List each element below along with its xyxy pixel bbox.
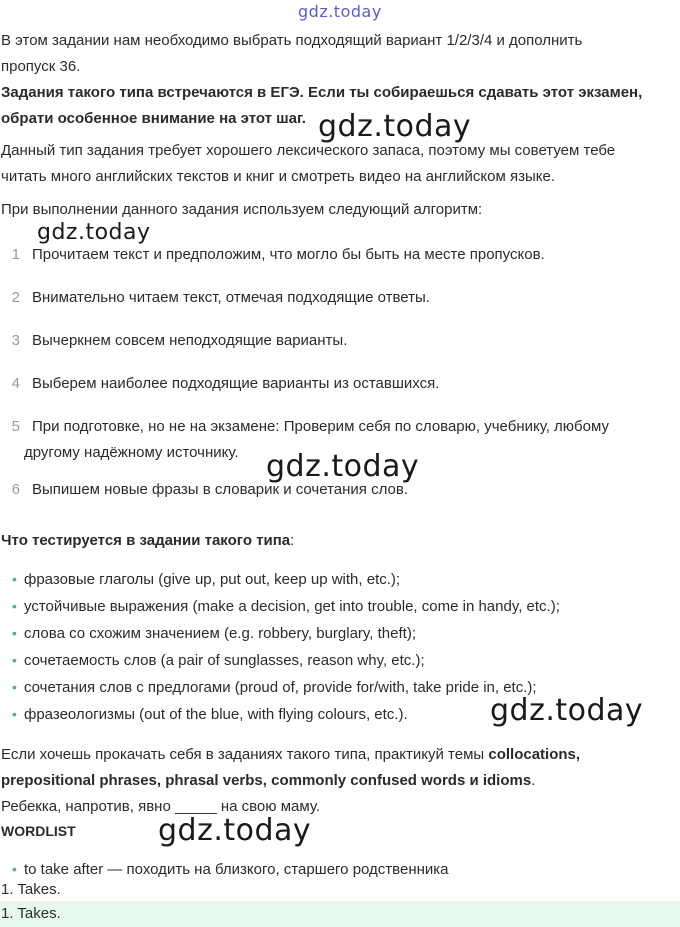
- step-number: 4: [11, 375, 20, 392]
- step-number: 3: [11, 332, 20, 349]
- bullet-icon: •: [12, 571, 17, 587]
- task-sentence: Ребекка, напротив, явно _____ на свою маму.: [1, 798, 320, 815]
- step-text: При подготовке, но не на экзамене: Проверим себя по словарю, учебнику, любому: [32, 418, 609, 435]
- intro-line-2: пропуск 36.: [1, 58, 81, 75]
- algorithm-intro: При выполнении данного задания используем следующий алгоритм:: [1, 201, 483, 218]
- watermark-5: gdz.today: [158, 813, 312, 848]
- answer-highlighted: 1. Takes.: [0, 901, 680, 927]
- list-item: [0, 647, 680, 674]
- watermark-3: gdz.today: [266, 449, 420, 484]
- watermark-2: gdz.today: [37, 220, 151, 245]
- step-number: 6: [11, 481, 20, 498]
- tip-line-1: Данный тип задания требует хорошего лексического запаса, поэтому мы советуем тебе: [1, 142, 616, 159]
- list-item-text: устойчивые выражения (make a decision, get into trouble, come in handy, etc.);: [24, 598, 560, 615]
- answer-line: 1. Takes.: [1, 881, 61, 898]
- list-item-text: фразеологизмы (out of the blue, with flying colours, etc.).: [24, 706, 408, 723]
- practice-topics-1: collocations,: [488, 746, 581, 763]
- step-6: [0, 477, 680, 503]
- tip-line-2: читать много английских текстов и книг и смотреть видео на английском языке.: [1, 168, 555, 185]
- list-item: [0, 593, 680, 620]
- tested-heading-text: Что тестируется в задании такого типа: [1, 532, 291, 549]
- practice-lead: Если хочешь прокачать себя в заданиях такого типа, практикуй темы: [1, 746, 489, 763]
- step-3: [0, 328, 680, 354]
- list-item-text: сочетания слов с предлогами (proud of, provide for/with, take pride in, etc.);: [24, 679, 537, 696]
- wordlist-heading: WORDLIST: [1, 823, 76, 839]
- practice-end: .: [531, 772, 536, 789]
- list-item-text: фразовые глаголы (give up, put out, keep up with, etc.);: [24, 571, 401, 588]
- step-text-continued: другому надёжному источнику.: [24, 444, 239, 461]
- bullet-icon: •: [12, 598, 17, 614]
- watermark-4: gdz.today: [490, 693, 644, 728]
- list-item: [0, 566, 680, 593]
- step-2: [0, 285, 680, 311]
- exam-note-line-2: обрати особенное внимание на этот шаг.: [1, 110, 306, 127]
- list-item-text: сочетаемость слов (a pair of sunglasses, reason why, etc.);: [24, 652, 425, 669]
- bullet-icon: •: [12, 706, 17, 722]
- watermark-top: gdz.today: [298, 2, 382, 21]
- watermark-1: gdz.today: [318, 109, 472, 144]
- list-item: [0, 620, 680, 647]
- step-number: 5: [11, 418, 20, 435]
- intro-paragraph: [0, 28, 680, 80]
- step-text: Выпишем новые фразы в словарик и сочетания слов.: [32, 481, 408, 498]
- step-number: 2: [11, 289, 20, 306]
- tested-heading: [0, 528, 680, 554]
- step-4: [0, 371, 680, 397]
- practice-topics-2: prepositional phrases, phrasal verbs, commonly confused words и idioms: [1, 772, 532, 789]
- step-text: Прочитаем текст и предположим, что могло бы быть на месте пропусков.: [32, 246, 545, 263]
- bullet-icon: •: [12, 625, 17, 641]
- tested-heading-colon: :: [290, 532, 295, 549]
- step-number: 1: [11, 246, 20, 263]
- list-item-text: слова со схожим значением (e.g. robbery, burglary, theft);: [24, 625, 416, 642]
- bullet-icon: •: [12, 861, 17, 877]
- wordlist-item-text: to take after — походить на близкого, старшего родственника: [24, 861, 449, 878]
- exam-note-line-1: Задания такого типа встречаются в ЕГЭ. Если ты собираешься сдавать этот экзамен,: [1, 84, 643, 101]
- bullet-icon: •: [12, 679, 17, 695]
- step-text: Внимательно читаем текст, отмечая подходящие ответы.: [32, 289, 430, 306]
- step-text: Выберем наиболее подходящие варианты из оставшихся.: [32, 375, 440, 392]
- tip-paragraph: [0, 138, 680, 190]
- intro-line-1: В этом задании нам необходимо выбрать подходящий вариант 1/2/3/4 и дополнить: [1, 32, 583, 49]
- step-1: [0, 242, 680, 268]
- step-text: Вычеркнем совсем неподходящие варианты.: [32, 332, 348, 349]
- bullet-icon: •: [12, 652, 17, 668]
- practice-paragraph: [0, 742, 680, 794]
